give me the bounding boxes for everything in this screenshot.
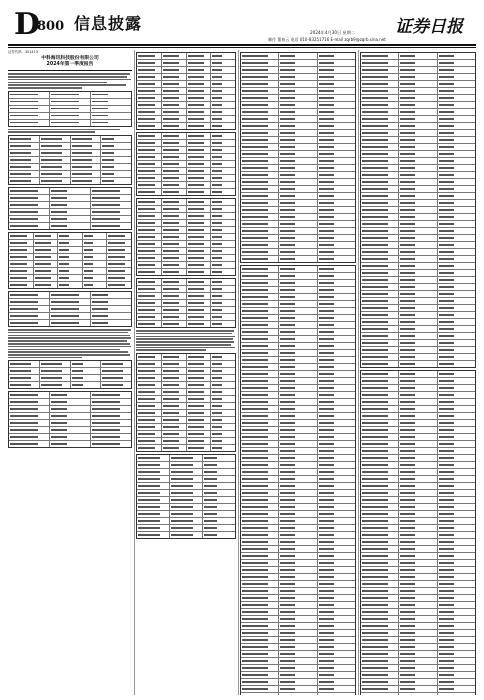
body-text <box>8 129 132 133</box>
data-table <box>360 52 476 368</box>
body-text <box>136 330 236 351</box>
masthead-rule-thin <box>8 47 476 48</box>
data-table <box>136 353 236 452</box>
data-table <box>8 187 132 230</box>
dateline: 2024年4月30日 星期二 <box>310 30 356 35</box>
column-4 <box>360 50 476 695</box>
masthead-rule <box>8 44 476 46</box>
data-table <box>8 91 132 127</box>
data-table <box>136 454 236 539</box>
data-table <box>8 135 132 185</box>
body-text <box>8 329 132 358</box>
data-table <box>8 291 132 327</box>
data-table <box>8 391 132 448</box>
stock-code: 证券代码：301413 <box>8 50 38 54</box>
contact-line: 制作 董春云 电话 010-83251716 E-mail zqrb9@zqrb.sina.net <box>268 37 386 42</box>
column-divider <box>134 50 135 695</box>
report-title: 2024年第一季度报告 <box>46 62 94 68</box>
data-table <box>136 278 236 328</box>
body-text <box>8 73 132 89</box>
data-table <box>8 232 132 289</box>
column-3 <box>240 50 356 695</box>
data-table <box>240 265 356 695</box>
section-title: 信息披露 <box>74 14 143 33</box>
data-table <box>136 198 236 276</box>
newspaper-logo: 证券日报 <box>395 17 463 37</box>
title-divider <box>8 70 132 71</box>
company-name: 中科海讯科技股份有限公司 <box>41 56 99 62</box>
data-table <box>240 52 356 263</box>
masthead <box>0 0 484 44</box>
column-divider <box>358 50 359 695</box>
data-table <box>136 52 236 130</box>
data-table <box>136 132 236 196</box>
page-letter: D <box>14 7 40 42</box>
column-1 <box>8 50 132 695</box>
column-2 <box>136 50 236 695</box>
page-number: 800 <box>37 19 65 34</box>
data-table <box>8 360 132 389</box>
column-divider <box>238 50 239 695</box>
data-table <box>360 370 476 695</box>
